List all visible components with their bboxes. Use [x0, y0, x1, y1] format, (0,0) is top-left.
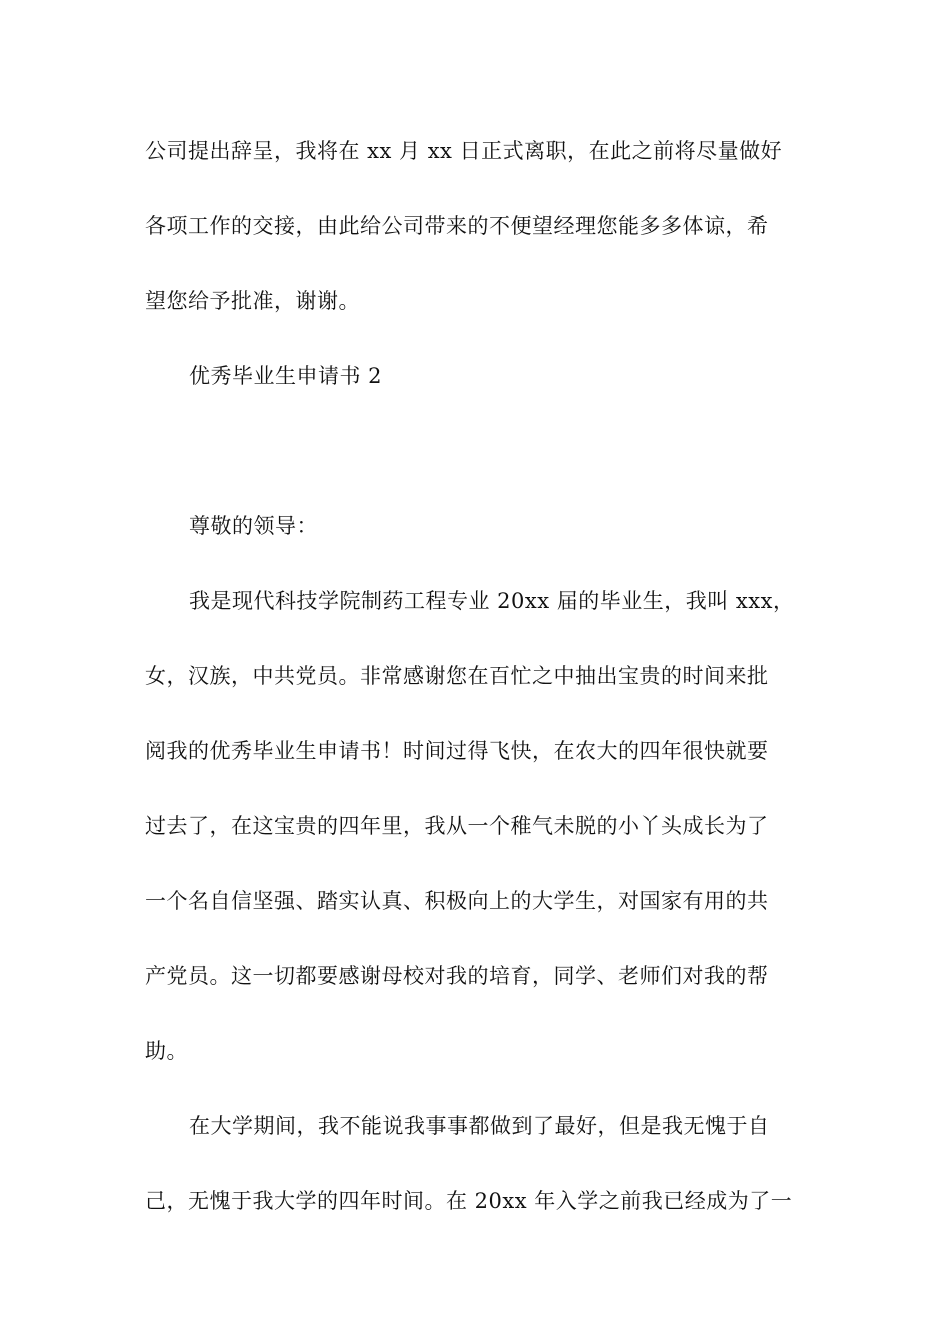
paragraph-line: 各项工作的交接，由此给公司带来的不便望经理您能多多体谅，希	[145, 214, 769, 238]
paragraph-line: 过去了，在这宝贵的四年里，我从一个稚气未脱的小丫头成长为了	[145, 814, 769, 838]
section-heading: 优秀毕业生申请书 2	[189, 364, 383, 388]
paragraph-line: 己，无愧于我大学的四年时间。在 20xx 年入学之前我已经成为了一	[145, 1189, 793, 1213]
salutation: 尊敬的领导：	[189, 514, 318, 538]
paragraph-line: 助。	[145, 1039, 188, 1063]
paragraph-line: 公司提出辞呈，我将在 xx 月 xx 日正式离职，在此之前将尽量做好	[145, 139, 783, 163]
paragraph-line: 女，汉族，中共党员。非常感谢您在百忙之中抽出宝贵的时间来批	[145, 664, 769, 688]
paragraph-line: 产党员。这一切都要感谢母校对我的培育，同学、老师们对我的帮	[145, 964, 769, 988]
paragraph-line: 阅我的优秀毕业生申请书！时间过得飞快，在农大的四年很快就要	[145, 739, 769, 763]
paragraph-line: 望您给予批准，谢谢。	[145, 289, 360, 313]
paragraph-line: 在大学期间，我不能说我事事都做到了最好，但是我无愧于自	[189, 1114, 770, 1138]
paragraph-line: 一个名自信坚强、踏实认真、积极向上的大学生，对国家有用的共	[145, 889, 769, 913]
paragraph-line: 我是现代科技学院制药工程专业 20xx 届的毕业生，我叫 xxx，	[189, 589, 795, 613]
